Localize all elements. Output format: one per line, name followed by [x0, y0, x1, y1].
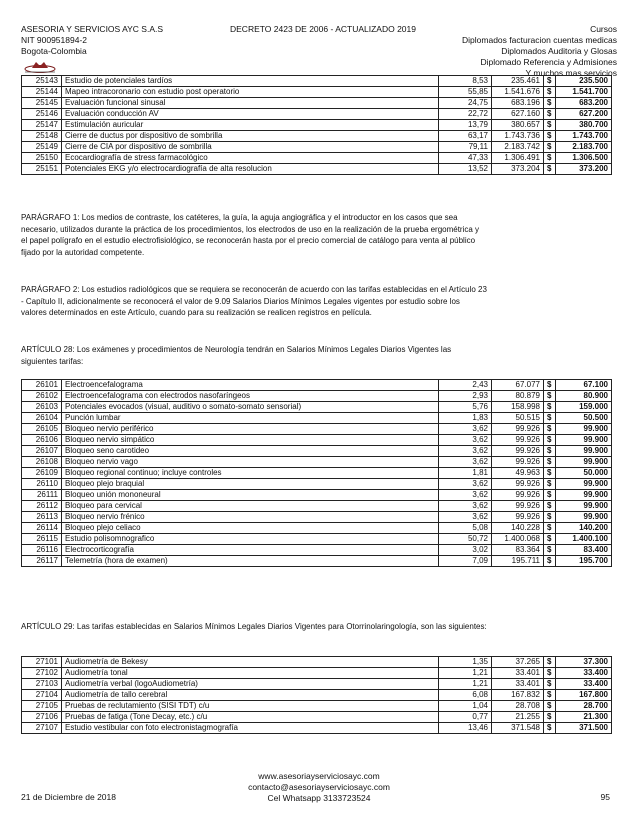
- procedure-description: Telemetría (hora de examen): [62, 556, 439, 567]
- currency-sign: $: [544, 723, 556, 734]
- computed-value: 167.832: [492, 690, 544, 701]
- rounded-total: 627.200: [556, 109, 612, 120]
- tariff-table-neurology: [21, 379, 612, 567]
- rounded-total: 683.200: [556, 98, 612, 109]
- procedure-code: 25144: [22, 87, 62, 98]
- procedure-description: Evaluación conducción AV: [62, 109, 439, 120]
- procedure-code: 25150: [22, 153, 62, 164]
- currency-sign: $: [544, 556, 556, 567]
- computed-value: 83.364: [492, 545, 544, 556]
- currency-sign: $: [544, 468, 556, 479]
- procedure-description: Potenciales EKG y/o electrocardiografía de alta resolucion: [62, 164, 439, 175]
- procedure-description: Ecocardiografía de stress farmacológico: [62, 153, 439, 164]
- table-row: [22, 87, 612, 98]
- computed-value: 33.401: [492, 668, 544, 679]
- procedure-description: Bloqueo plejo celiaco: [62, 523, 439, 534]
- company-block: [21, 24, 163, 57]
- computed-value: 99.926: [492, 457, 544, 468]
- table-row: [22, 424, 612, 435]
- rounded-total: 37.300: [556, 657, 612, 668]
- smldv-factor: 50,72: [439, 534, 492, 545]
- computed-value: 371.548: [492, 723, 544, 734]
- procedure-description: Estudio de potenciales tardíos: [62, 76, 439, 87]
- procedure-code: 26103: [22, 402, 62, 413]
- rounded-total: 1.541.700: [556, 87, 612, 98]
- table-row: [22, 446, 612, 457]
- computed-value: 49.963: [492, 468, 544, 479]
- procedure-code: 26106: [22, 435, 62, 446]
- computed-value: 140.228: [492, 523, 544, 534]
- rounded-total: 195.700: [556, 556, 612, 567]
- company-name: ASESORIA Y SERVICIOS AYC S.A.S: [21, 24, 164, 34]
- procedure-code: 25145: [22, 98, 62, 109]
- table-row: [22, 120, 612, 131]
- currency-sign: $: [544, 76, 556, 87]
- procedure-description: Electroencefalograma: [62, 380, 439, 391]
- computed-value: 2.183.742: [492, 142, 544, 153]
- procedure-description: Audiometría tonal: [62, 668, 439, 679]
- rounded-total: 99.900: [556, 490, 612, 501]
- currency-sign: $: [544, 701, 556, 712]
- smldv-factor: 79,11: [439, 142, 492, 153]
- article-28: ARTÍCULO 28: Los exámenes y procedimientos de Neurología tendrán en Salarios Mínimos Legales Diarios Vigentes las siguientes tarifas:: [21, 345, 452, 366]
- table-row: [22, 712, 612, 723]
- smldv-factor: 7,09: [439, 556, 492, 567]
- procedure-description: Cierre de CIA por dispositivo de sombrilla: [62, 142, 439, 153]
- table-row: [22, 668, 612, 679]
- currency-sign: $: [544, 391, 556, 402]
- procedure-code: 27101: [22, 657, 62, 668]
- company-city: Bogota-Colombia: [21, 46, 87, 56]
- computed-value: 1.541.676: [492, 87, 544, 98]
- currency-sign: $: [544, 679, 556, 690]
- smldv-factor: 2,43: [439, 380, 492, 391]
- currency-sign: $: [544, 712, 556, 723]
- procedure-code: 27107: [22, 723, 62, 734]
- procedure-description: Audiometría verbal (logoAudiometría): [62, 679, 439, 690]
- procedure-description: Audiometría de Bekesy: [62, 657, 439, 668]
- procedure-description: Pruebas de fatiga (Tone Decay, etc.) c/u: [62, 712, 439, 723]
- procedure-description: Audiometría de tallo cerebral: [62, 690, 439, 701]
- currency-sign: $: [544, 545, 556, 556]
- table-row: [22, 131, 612, 142]
- rounded-total: 99.900: [556, 457, 612, 468]
- smldv-factor: 3,62: [439, 424, 492, 435]
- computed-value: 21.255: [492, 712, 544, 723]
- rounded-total: 99.900: [556, 501, 612, 512]
- computed-value: 1.400.068: [492, 534, 544, 545]
- smldv-factor: 3,62: [439, 457, 492, 468]
- procedure-code: 26114: [22, 523, 62, 534]
- procedure-code: 25149: [22, 142, 62, 153]
- computed-value: 99.926: [492, 512, 544, 523]
- footer-date: 21 de Diciembre de 2018: [21, 792, 116, 802]
- procedure-description: Estimulación auricular: [62, 120, 439, 131]
- rounded-total: 99.900: [556, 446, 612, 457]
- procedure-code: 26101: [22, 380, 62, 391]
- procedure-code: 25143: [22, 76, 62, 87]
- currency-sign: $: [544, 657, 556, 668]
- procedure-code: 25148: [22, 131, 62, 142]
- table-row: [22, 435, 612, 446]
- table-row: [22, 701, 612, 712]
- table-row: [22, 153, 612, 164]
- smldv-factor: 3,02: [439, 545, 492, 556]
- courses-block: [462, 24, 617, 78]
- procedure-description: Bloqueo nervio periférico: [62, 424, 439, 435]
- computed-value: 683.196: [492, 98, 544, 109]
- courses-line: Diplomados Auditoria y Glosas: [501, 46, 617, 56]
- computed-value: 99.926: [492, 446, 544, 457]
- paragraph-1: PARÁGRAFO 1: Los medios de contraste, los catéteres, la guía, la aguja angiográfica y el introductor en los casos que sea necesario, utilizados durante la práctica de los procedimientos, los electrodos de uso en la realización de la prueba ergométrica y el papel polígrafo en el estudio electrofisiológico, se reconocerán hasta por el precio comercial de catálogo para venta al público fijado por la autoridad competente.: [21, 213, 480, 257]
- smldv-factor: 47,33: [439, 153, 492, 164]
- smldv-factor: 3,62: [439, 446, 492, 457]
- currency-sign: $: [544, 523, 556, 534]
- smldv-factor: 22,72: [439, 109, 492, 120]
- rounded-total: 28.700: [556, 701, 612, 712]
- smldv-factor: 13,52: [439, 164, 492, 175]
- computed-value: 380.657: [492, 120, 544, 131]
- table-row: [22, 690, 612, 701]
- currency-sign: $: [544, 120, 556, 131]
- footer-whatsapp: Cel Whatsapp 3133723524: [267, 793, 371, 803]
- currency-sign: $: [544, 98, 556, 109]
- decree-title: DECRETO 2423 DE 2006 - ACTUALIZADO 2019: [230, 24, 416, 34]
- computed-value: 33.401: [492, 679, 544, 690]
- smldv-factor: 3,62: [439, 501, 492, 512]
- rounded-total: 159.000: [556, 402, 612, 413]
- smldv-factor: 1,81: [439, 468, 492, 479]
- currency-sign: $: [544, 413, 556, 424]
- currency-sign: $: [544, 446, 556, 457]
- computed-value: 158.998: [492, 402, 544, 413]
- smldv-factor: 63,17: [439, 131, 492, 142]
- currency-sign: $: [544, 424, 556, 435]
- procedure-description: Bloqueo para cervical: [62, 501, 439, 512]
- table-row: [22, 479, 612, 490]
- procedure-description: Potenciales evocados (visual, auditivo o somato-somato sensorial): [62, 402, 439, 413]
- smldv-factor: 1,04: [439, 701, 492, 712]
- table-row: [22, 142, 612, 153]
- smldv-factor: 13,46: [439, 723, 492, 734]
- procedure-code: 26117: [22, 556, 62, 567]
- rounded-total: 83.400: [556, 545, 612, 556]
- smldv-factor: 5,08: [439, 523, 492, 534]
- table-row: [22, 457, 612, 468]
- smldv-factor: 3,62: [439, 479, 492, 490]
- computed-value: 373.204: [492, 164, 544, 175]
- currency-sign: $: [544, 479, 556, 490]
- smldv-factor: 13,79: [439, 120, 492, 131]
- courses-line: Y muchos mas servicios: [525, 68, 617, 78]
- courses-line: Diplomado Referencia y Admisiones: [480, 57, 617, 67]
- smldv-factor: 3,62: [439, 490, 492, 501]
- smldv-factor: 1,21: [439, 668, 492, 679]
- table-row: [22, 679, 612, 690]
- smldv-factor: 6,08: [439, 690, 492, 701]
- rounded-total: 140.200: [556, 523, 612, 534]
- procedure-code: 26105: [22, 424, 62, 435]
- procedure-code: 27105: [22, 701, 62, 712]
- table-row: [22, 164, 612, 175]
- procedure-code: 26116: [22, 545, 62, 556]
- table-row: [22, 380, 612, 391]
- currency-sign: $: [544, 435, 556, 446]
- computed-value: 50.515: [492, 413, 544, 424]
- rounded-total: 80.900: [556, 391, 612, 402]
- footer-email: contacto@asesoriayserviciosayc.com: [248, 782, 390, 792]
- procedure-description: Electrocorticografía: [62, 545, 439, 556]
- smldv-factor: 0,77: [439, 712, 492, 723]
- procedure-code: 26104: [22, 413, 62, 424]
- table-row: [22, 556, 612, 567]
- rounded-total: 2.183.700: [556, 142, 612, 153]
- computed-value: 1.306.491: [492, 153, 544, 164]
- table-row: [22, 109, 612, 120]
- procedure-description: Electroencefalograma con electrodos nasofaríngeos: [62, 391, 439, 402]
- procedure-code: 26111: [22, 490, 62, 501]
- procedure-description: Cierre de ductus por dispositivo de sombrilla: [62, 131, 439, 142]
- table-row: [22, 512, 612, 523]
- tariff-table-cardiology: [21, 75, 612, 175]
- smldv-factor: 1,21: [439, 679, 492, 690]
- table-row: [22, 98, 612, 109]
- smldv-factor: 2,93: [439, 391, 492, 402]
- procedure-description: Estudio vestibular con foto electronistagmografía: [62, 723, 439, 734]
- currency-sign: $: [544, 164, 556, 175]
- procedure-code: 26113: [22, 512, 62, 523]
- table-row: [22, 391, 612, 402]
- computed-value: 99.926: [492, 490, 544, 501]
- table-row: [22, 545, 612, 556]
- computed-value: 28.708: [492, 701, 544, 712]
- tariff-table-otorhinolaryngology: [21, 656, 612, 734]
- rounded-total: 380.700: [556, 120, 612, 131]
- rounded-total: 21.300: [556, 712, 612, 723]
- procedure-code: 26110: [22, 479, 62, 490]
- smldv-factor: 3,62: [439, 512, 492, 523]
- rounded-total: 99.900: [556, 424, 612, 435]
- table-row: [22, 76, 612, 87]
- smldv-factor: 1,83: [439, 413, 492, 424]
- courses-line: Cursos: [590, 24, 617, 34]
- smldv-factor: 24,75: [439, 98, 492, 109]
- rounded-total: 235.500: [556, 76, 612, 87]
- table-row: [22, 523, 612, 534]
- rounded-total: 99.900: [556, 435, 612, 446]
- rounded-total: 1.743.700: [556, 131, 612, 142]
- footer-website: www.asesoriayserviciosayc.com: [258, 771, 380, 781]
- computed-value: 99.926: [492, 424, 544, 435]
- smldv-factor: 5,76: [439, 402, 492, 413]
- procedure-description: Mapeo intracoronario con estudio post operatorio: [62, 87, 439, 98]
- computed-value: 1.743.736: [492, 131, 544, 142]
- procedure-code: 27102: [22, 668, 62, 679]
- rounded-total: 1.400.100: [556, 534, 612, 545]
- procedure-description: Bloqueo nervio simpático: [62, 435, 439, 446]
- smldv-factor: 8,53: [439, 76, 492, 87]
- currency-sign: $: [544, 109, 556, 120]
- computed-value: 99.926: [492, 479, 544, 490]
- currency-sign: $: [544, 142, 556, 153]
- rounded-total: 99.900: [556, 479, 612, 490]
- rounded-total: 371.500: [556, 723, 612, 734]
- procedure-description: Punción lumbar: [62, 413, 439, 424]
- rounded-total: 33.400: [556, 679, 612, 690]
- computed-value: 80.879: [492, 391, 544, 402]
- currency-sign: $: [544, 512, 556, 523]
- currency-sign: $: [544, 402, 556, 413]
- smldv-factor: 3,62: [439, 435, 492, 446]
- currency-sign: $: [544, 501, 556, 512]
- rounded-total: 50.500: [556, 413, 612, 424]
- table-row: [22, 723, 612, 734]
- rounded-total: 50.000: [556, 468, 612, 479]
- currency-sign: $: [544, 153, 556, 164]
- procedure-code: 27104: [22, 690, 62, 701]
- procedure-code: 26112: [22, 501, 62, 512]
- procedure-description: Bloqueo plejo braquial: [62, 479, 439, 490]
- procedure-code: 25146: [22, 109, 62, 120]
- currency-sign: $: [544, 490, 556, 501]
- article-29: ARTÍCULO 29: Las tarifas establecidas en Salarios Mínimos Legales Diarios Vigentes para Otorrinolaringología, son las siguientes:: [21, 622, 487, 631]
- company-logo-icon: [23, 60, 57, 74]
- currency-sign: $: [544, 457, 556, 468]
- rounded-total: 33.400: [556, 668, 612, 679]
- computed-value: 627.160: [492, 109, 544, 120]
- procedure-code: 25147: [22, 120, 62, 131]
- currency-sign: $: [544, 534, 556, 545]
- procedure-code: 25151: [22, 164, 62, 175]
- procedure-description: Pruebas de reclutamiento (SISI TDT) c/u: [62, 701, 439, 712]
- table-row: [22, 402, 612, 413]
- smldv-factor: 55,85: [439, 87, 492, 98]
- table-row: [22, 468, 612, 479]
- rounded-total: 373.200: [556, 164, 612, 175]
- procedure-description: Bloqueo seno carotideo: [62, 446, 439, 457]
- page-number: 95: [600, 792, 610, 802]
- procedure-description: Bloqueo nervio frénico: [62, 512, 439, 523]
- procedure-description: Bloqueo regional continuo; incluye controles: [62, 468, 439, 479]
- computed-value: 195.711: [492, 556, 544, 567]
- table-row: [22, 413, 612, 424]
- currency-sign: $: [544, 380, 556, 391]
- procedure-description: Bloqueo unión mononeural: [62, 490, 439, 501]
- procedure-code: 26108: [22, 457, 62, 468]
- currency-sign: $: [544, 131, 556, 142]
- company-nit: NIT 900951894-2: [21, 35, 88, 45]
- procedure-code: 26115: [22, 534, 62, 545]
- table-row: [22, 534, 612, 545]
- procedure-code: 26109: [22, 468, 62, 479]
- procedure-code: 26102: [22, 391, 62, 402]
- computed-value: 235.461: [492, 76, 544, 87]
- computed-value: 67.077: [492, 380, 544, 391]
- table-row: [22, 657, 612, 668]
- rounded-total: 99.900: [556, 512, 612, 523]
- procedure-description: Bloqueo nervio vago: [62, 457, 439, 468]
- smldv-factor: 1,35: [439, 657, 492, 668]
- table-row: [22, 490, 612, 501]
- table-row: [22, 501, 612, 512]
- procedure-description: Evaluación funcional sinusal: [62, 98, 439, 109]
- currency-sign: $: [544, 690, 556, 701]
- computed-value: 99.926: [492, 435, 544, 446]
- computed-value: 99.926: [492, 501, 544, 512]
- rounded-total: 67.100: [556, 380, 612, 391]
- courses-line: Diplomados facturacion cuentas medicas: [462, 35, 617, 45]
- computed-value: 37.265: [492, 657, 544, 668]
- currency-sign: $: [544, 87, 556, 98]
- procedure-code: 27103: [22, 679, 62, 690]
- paragraph-2: PARÁGRAFO 2: Los estudios radiológicos que se requiera se reconocerán de acuerdo con las tarifas establecidas en el Artículo 23 - Capítulo II, adicionalmente se reconocerá el valor de 9.09 Salarios Diarios Mínimos Legales vigentes por estudio sobre los valores determinados en este Artículo, cuando para su realización se realicen registros en película.: [21, 285, 487, 317]
- procedure-code: 27106: [22, 712, 62, 723]
- procedure-description: Estudio polisomnografico: [62, 534, 439, 545]
- procedure-code: 26107: [22, 446, 62, 457]
- currency-sign: $: [544, 668, 556, 679]
- rounded-total: 167.800: [556, 690, 612, 701]
- rounded-total: 1.306.500: [556, 153, 612, 164]
